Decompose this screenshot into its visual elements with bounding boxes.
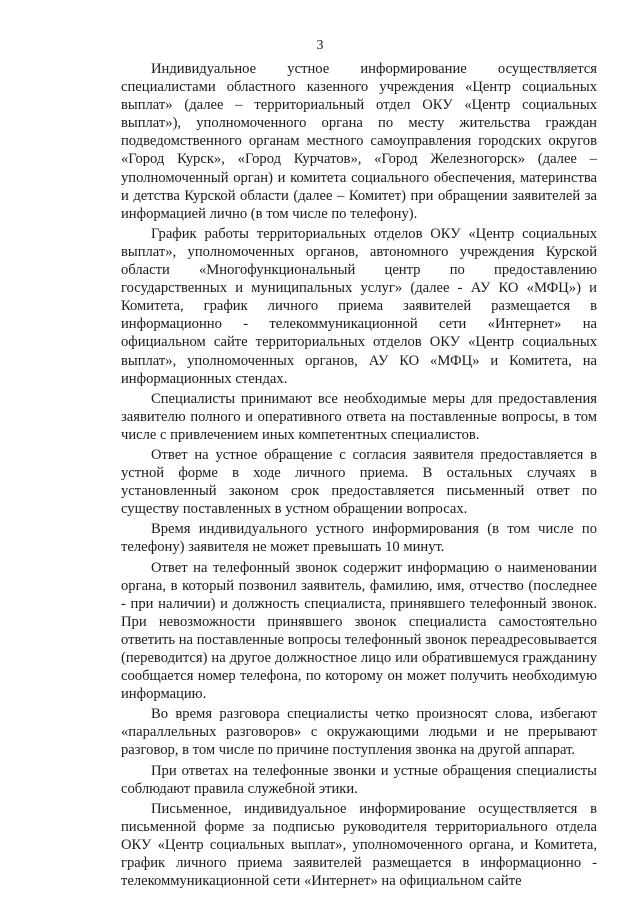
page-number: 3 [316, 38, 324, 53]
paragraph-phone-answer: Ответ на телефонный звонок содержит информацию о наименовании органа, в который позвонил заявитель, фамилию, имя, отчество (последнее - при наличии) и должность специалиста, принявшего телефонный звонок. При невозможности принявшего звонок специалиста самостоятельно ответить на поставленные вопросы телефонный звонок переадресовывается (переводится) на другое должностное лицо или обратившемуся гражданину сообщается номер телефона, по которому он может получить необходимую информацию. [121, 559, 597, 703]
paragraph-written-informing: Письменное, индивидуальное информирование осуществляется в письменной форме за подписью руководителя территориального отдела ОКУ «Центр социальных выплат», уполномоченного органа, и Комитета, график личного приема заявителей размещается в информационно - телекоммуникационной сети «Интернет» на официальном сайте [121, 800, 597, 890]
paragraph-specialists-measures: Специалисты принимают все необходимые меры для предоставления заявителю полного и оперативного ответа на поставленные вопросы, в том числе с привлечением иных компетентных специалистов. [121, 390, 597, 443]
paragraph-time-limit: Время индивидуального устного информирования (в том числе по телефону) заявителя не может превышать 10 минут. [121, 521, 597, 556]
paragraph-conversation-rules: Во время разговора специалисты четко произносят слова, избегают «параллельных разговоров» с окружающими людьми и не прерывают разговор, в том числе по причине поступления звонка на другой аппарат. [121, 706, 597, 759]
paragraph-oral-response: Ответ на устное обращение с согласия заявителя предоставляется в устной форме в ходе личного приема. В остальных случаях в установленный законом срок предоставляется письменный ответ по существу поставленных в устном обращении вопросах. [121, 446, 597, 518]
document-body [121, 60, 597, 892]
paragraph-service-ethics: При ответах на телефонные звонки и устные обращения специалисты соблюдают правила служебной этики. [121, 762, 597, 797]
paragraph-work-schedule: График работы территориальных отделов ОКУ «Центр социальных выплат», уполномоченных органов, автономного учреждения Курской области «Многофункциональный центр по предоставлению государственных и муниципальных услуг» (далее - АУ КО «МФЦ») и Комитета, график личного приема заявителей размещается в информационно - телекоммуникационной сети «Интернет» на официальном сайте территориальных отделов ОКУ «Центр социальных выплат», уполномоченных органов, АУ КО «МФЦ» и Комитета, на информационных стендах. [121, 225, 597, 387]
paragraph-oral-informing: Индивидуальное устное информирование осуществляется специалистами областного казенного учреждения «Центр социальных выплат» (далее – территориальный отдел ОКУ «Центр социальных выплат»), уполномоченного органа по месту жительства граждан подведомственного органам местного самоуправления городских округов «Город Курск», «Город Курчатов», «Город Железногорск» (далее – уполномоченный орган) и комитета социального обеспечения, материнства и детства Курской области (далее – Комитет) при обращении заявителей за информацией лично (в том числе по телефону). [121, 61, 597, 222]
